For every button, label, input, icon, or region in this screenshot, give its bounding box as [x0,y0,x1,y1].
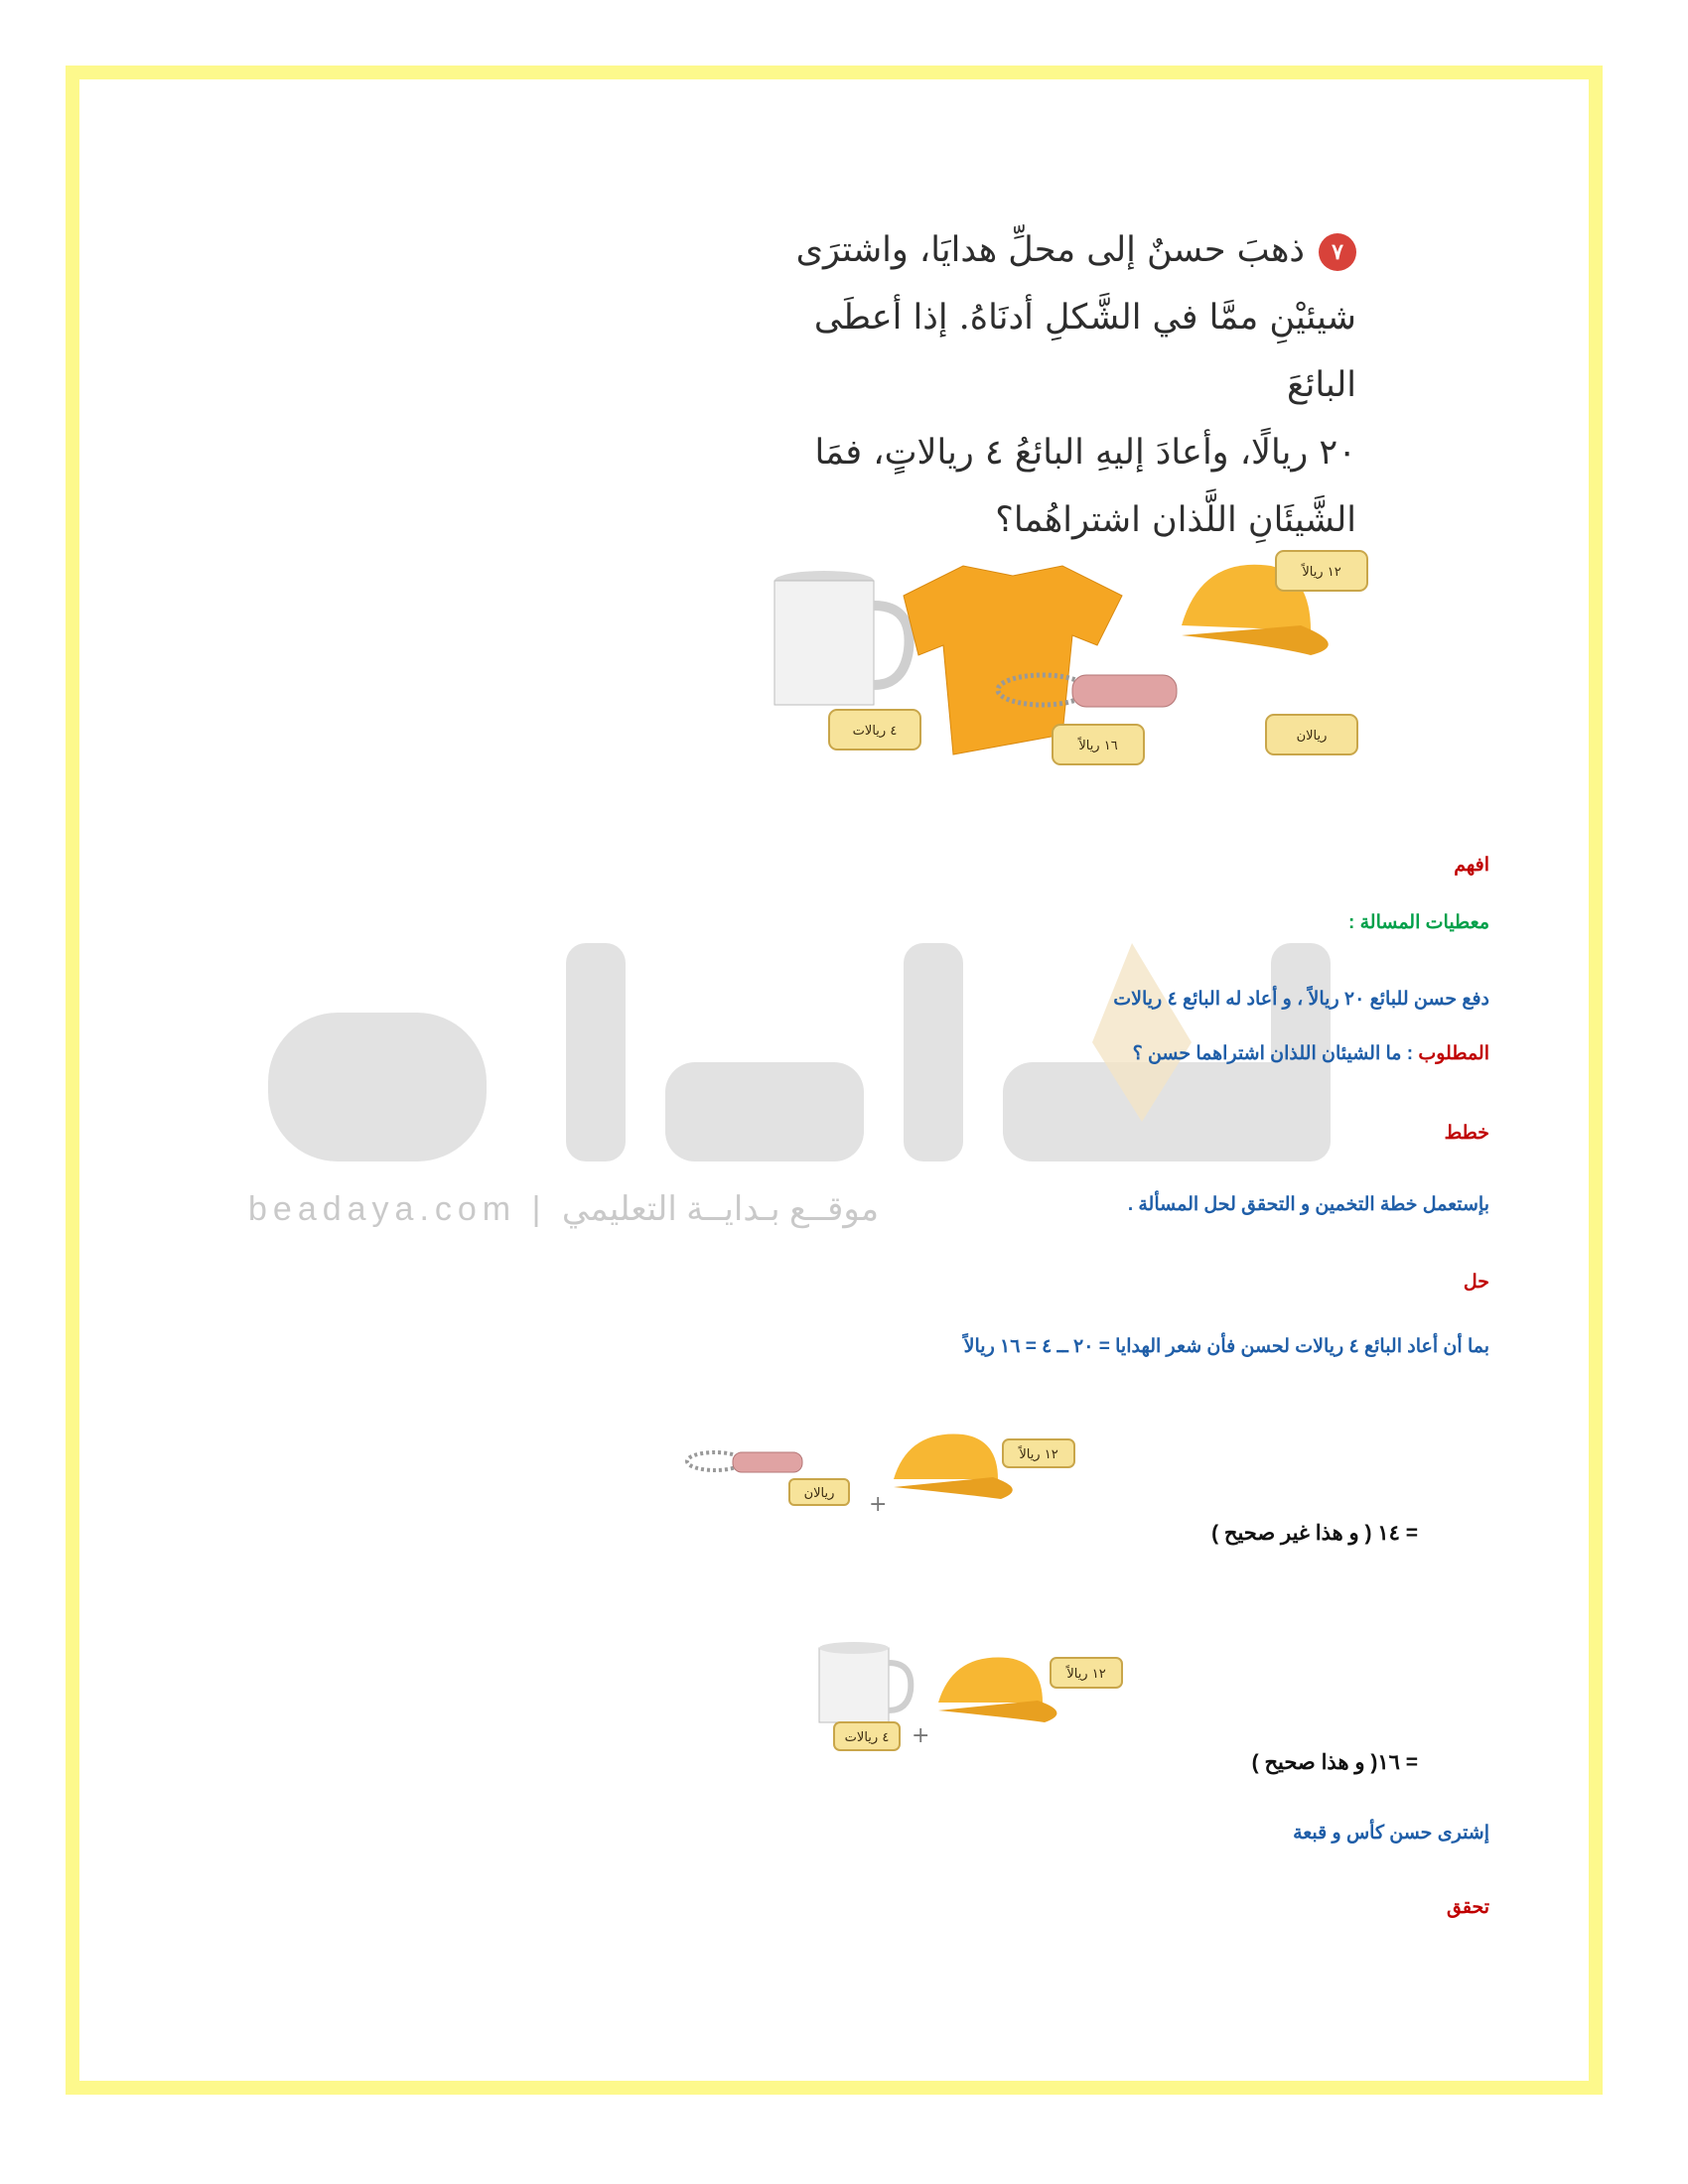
heading-understand: افهم [1454,855,1489,876]
answer-text: إشترى حسن كأس و قبعة [1293,1823,1489,1843]
guess2-illustration [814,1628,1132,1767]
required-text: : ما الشيئان اللذان اشتراهما حسن ؟ [1132,1043,1419,1064]
keychain-price-tag: ريالان [1296,729,1328,744]
guess1-keychain-tag: ريالان [803,1486,835,1501]
tshirt-price-tag: ١٦ ريالاً [1078,739,1118,753]
problem-line-2: شيئيْنِ ممَّا في الشَّكلِ أدنَاهُ. إذا أعطَى البائعَ [813,298,1356,405]
solve-text: بما أن أعاد البائع ٤ ريالات لحسن فأن شعر الهدايا = ٢٠ ــ ٤ = ١٦ ريالاً [963,1336,1489,1357]
watermark-site: beadaya.com | موقــع بـدايــة التعليمي [248,1190,880,1228]
problem-line-3: ٢٠ ريالًا، وأعادَ إليهِ البائعُ ٤ ريالاتٍ، فمَا [814,433,1356,473]
guess1-plus: + [869,1492,888,1517]
guess2-result: = ١٦( و هذا صحيح ) [1251,1751,1418,1774]
problem-line-1: ٧ذهبَ حسنٌ إلى محلِّ هدايَا، واشترَى [741,216,1356,284]
mug-image [774,571,910,705]
gift-items-illustration [755,536,1390,794]
givens-text: دفع حسن للبائع ٢٠ ريالاً ، و أعاد له البائع ٤ ريالات [1113,989,1489,1010]
question-number: ٧ [1319,233,1356,271]
problem-line-4: الشَّيئَانِ اللَّذان اشتراهُما؟ [995,500,1356,540]
guess2-cap-tag: ١٢ ريالاً [1066,1667,1106,1682]
plan-text: بإستعمل خطة التخمين و التحقق لحل المسألة . [1127,1194,1489,1215]
problem-text [741,216,1356,554]
heading-solve: حل [1463,1272,1489,1293]
guess2-plus: + [912,1723,930,1748]
required-label: المطلوب [1418,1043,1489,1064]
guess1-cap-tag: ١٢ ريالاً [1019,1447,1058,1462]
mug-price-tag: ٤ ريالات [852,724,898,739]
guess1-illustration [685,1420,1082,1534]
cap-price-tag: ١٢ ريالاً [1302,565,1341,580]
guess1-result: = ١٤ ( و هذا غير صحيح ) [1211,1522,1418,1545]
required-line [1133,1042,1489,1065]
givens-label: معطيات المسالة : [1348,912,1489,933]
heading-check: تحقق [1446,1897,1489,1918]
heading-plan: خطط [1444,1123,1489,1144]
guess2-mug-tag: ٤ ريالات [844,1730,890,1745]
